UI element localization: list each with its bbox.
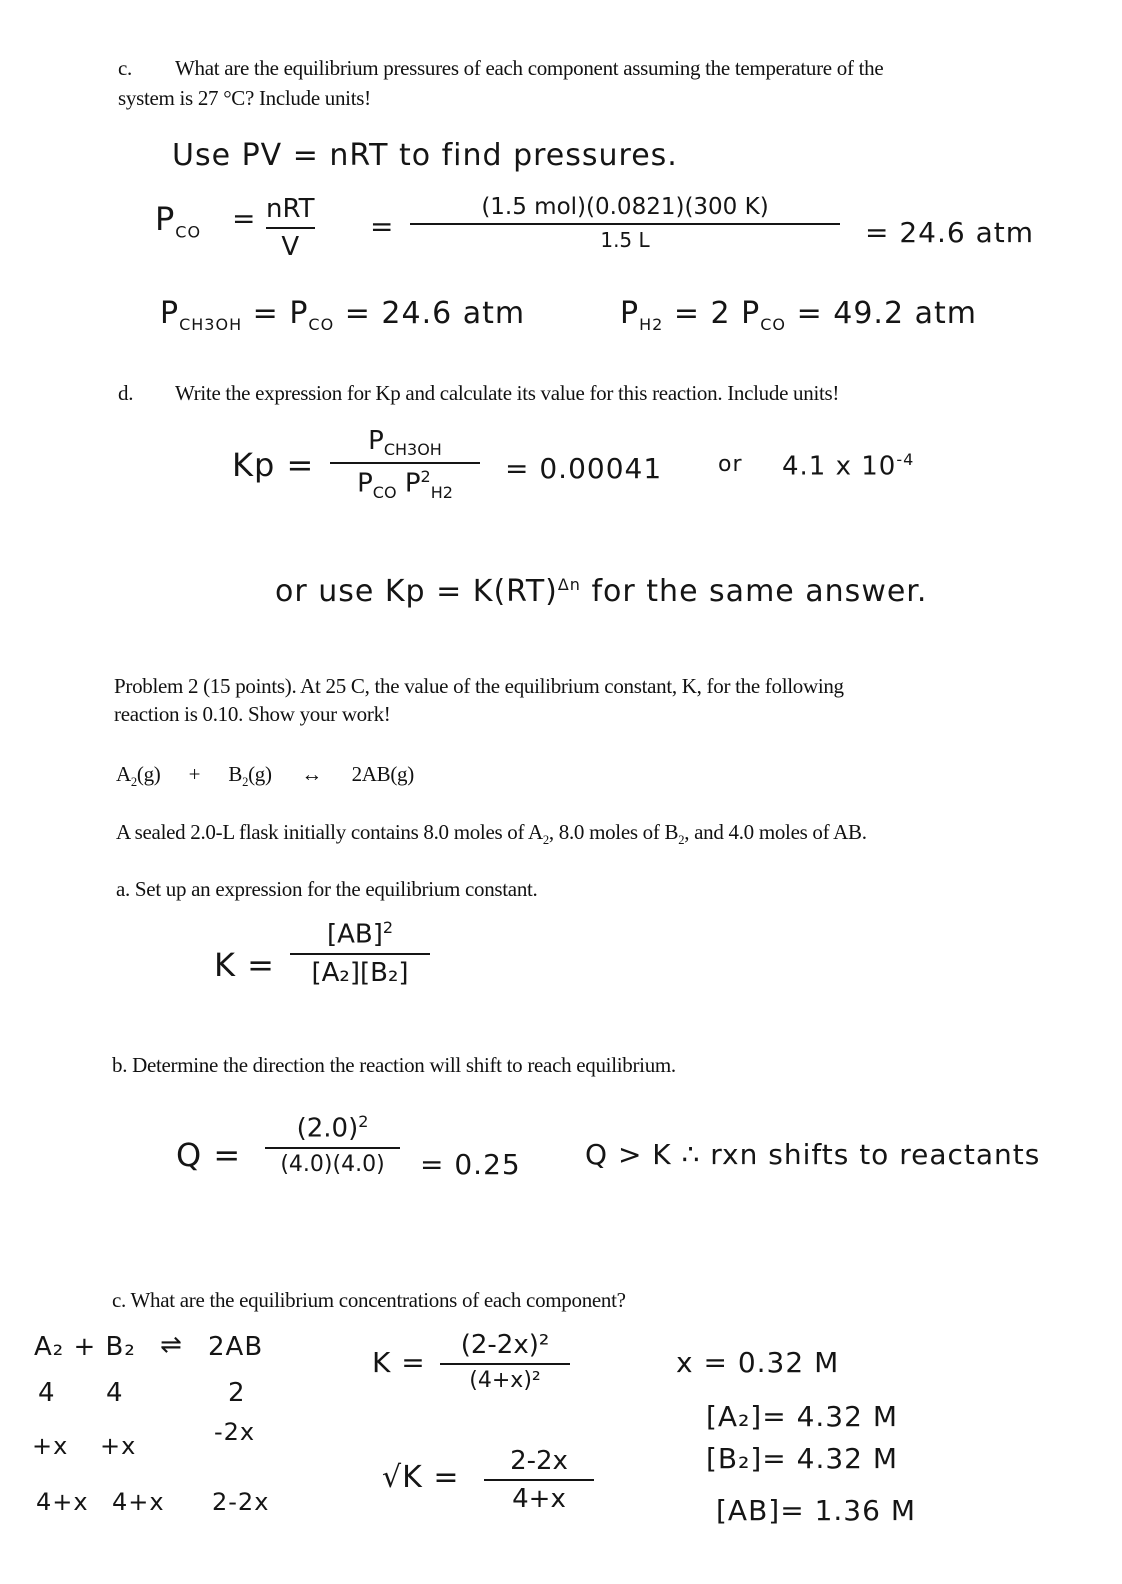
kp-den-sup: 2: [420, 467, 431, 487]
ice-header-reactants: A₂ + B₂: [34, 1332, 136, 1362]
ice-equilibrium-ab: 2-2x: [212, 1488, 270, 1516]
k-num-sup: 2: [382, 918, 394, 937]
ice-initial-ab: 2: [228, 1378, 246, 1408]
pco-sub: CO: [175, 222, 202, 242]
ph2-line: $P_{H2} = 2$ $P_{CO} = 49.2$ atm: [620, 296, 977, 334]
pco-result: = 24.6 atm: [865, 216, 1035, 249]
section-c-label: c.: [118, 56, 132, 80]
ice-header-product: 2AB: [208, 1332, 264, 1362]
q-denominator: (4.0)(4.0): [280, 1151, 385, 1177]
pco-sub-3: CO: [760, 315, 787, 334]
flask-text-pre: A sealed 2.0-L flask initially contains 8.0 moles of A: [116, 820, 543, 844]
sqrt-k-denominator: 4+x: [512, 1484, 566, 1514]
kp-den-p1: P: [357, 468, 373, 499]
reactant-b-sub: 2: [242, 775, 249, 790]
ice-initial-b2: 4: [106, 1378, 124, 1408]
k-num-ab: [AB]: [326, 919, 383, 950]
reactant-a: A: [116, 762, 131, 786]
pco-label: [155, 200, 201, 241]
pco-calc-denominator: 1.5 L: [600, 228, 650, 252]
fraction-bar: [410, 223, 840, 225]
q-value: = 0.25: [420, 1148, 521, 1181]
kp-numerator: [368, 426, 442, 459]
kp-fraction: [330, 426, 480, 502]
pco-sub-2: CO: [308, 315, 335, 334]
k-expression-numerator: [327, 918, 393, 950]
kp-sci-exp: -4: [896, 450, 915, 469]
concentration-a2-value: = 4.32 M: [762, 1400, 898, 1433]
kp-den-sub1: CO: [372, 483, 397, 503]
fraction-bar: [484, 1479, 594, 1481]
pch3oh-sub: CH3OH: [179, 315, 243, 334]
pco-equals: =: [232, 202, 257, 235]
k-x-lhs: K =: [372, 1346, 426, 1379]
fraction-bar: [330, 462, 480, 464]
fraction-bar: [266, 227, 315, 229]
flask-text-post: , and 4.0 moles of AB.: [684, 820, 867, 844]
pch3oh-value: = 24.6 atm: [344, 296, 526, 331]
pch3oh-line: $P_{CH3OH} = P_{CO} = 24.6$ atm: [160, 296, 526, 334]
k-x-denominator: (4+x)²: [469, 1368, 541, 1393]
concentration-b2-species: [B₂]: [706, 1442, 763, 1475]
reactant-a-state: (g): [136, 762, 161, 786]
reaction-equation: [116, 762, 414, 790]
fraction-bar: [290, 953, 430, 955]
fraction-bar: [440, 1363, 570, 1365]
ph2-eq-2pco: = 2 P: [673, 296, 761, 331]
reactant-b-state: (g): [248, 762, 272, 786]
k-expression-denominator: [A₂][B₂]: [311, 957, 409, 988]
kp-value: = 0.00041: [505, 452, 663, 485]
q-fraction: [265, 1112, 400, 1177]
kp-alt-line: or use Kp = K(RT): [275, 574, 558, 609]
sqrt-k-lhs: √K =: [382, 1460, 460, 1495]
ice-initial-a2: 4: [38, 1378, 56, 1408]
pco-p: P: [155, 200, 176, 238]
kp-scientific: [782, 450, 914, 482]
ph2-result: = 49.2 atm: [796, 296, 977, 331]
reaction-plus: +: [188, 762, 201, 786]
concentration-ab-value: = 1.36 M: [780, 1494, 916, 1527]
pco-calc-numerator: (1.5 mol)(0.0821)(300 K): [481, 194, 769, 220]
kp-alt-tail: for the same answer.: [591, 574, 928, 609]
ice-change-ab: -2x: [214, 1418, 256, 1446]
section-c-question-line2: system is 27 °C? Include units!: [118, 86, 371, 110]
concentration-b2-value: = 4.32 M: [762, 1442, 899, 1475]
pch3oh-eq-pco: = P: [252, 296, 309, 331]
k-x-numerator: (2-2x)²: [460, 1330, 550, 1360]
kp-alt-formula: [275, 574, 927, 609]
kp-alt-exp: Δn: [557, 575, 581, 594]
nrt-over-v-fraction: [266, 194, 315, 262]
k-expression-fraction: [290, 918, 430, 988]
concentration-b2: [706, 1442, 898, 1475]
kp-sci-base: 4.1 x 10: [782, 451, 897, 482]
sqrt-k-numerator: 2-2x: [510, 1446, 568, 1476]
section-d-label: d.: [118, 381, 134, 405]
calc-equals: =: [370, 210, 395, 243]
reactant-a-sub: 2: [130, 775, 137, 790]
x-value: x = 0.32 M: [676, 1346, 840, 1379]
pv-nrt-intro: Use PV = nRT to find pressures.: [172, 138, 678, 173]
q-lhs: Q =: [176, 1136, 242, 1174]
concentration-a2-species: [A₂]: [706, 1400, 763, 1433]
concentration-a2: [706, 1400, 898, 1433]
kp-or: or: [718, 452, 743, 477]
ice-header-arrow: ⇌: [160, 1330, 183, 1360]
q-conclusion: Q > K ∴ rxn shifts to reactants: [585, 1138, 1041, 1171]
pco-calc-fraction: [410, 194, 840, 252]
ice-equilibrium-b2: 4+x: [112, 1488, 165, 1516]
k-x-fraction: [440, 1330, 570, 1393]
part-a-question: a. Set up an expression for the equilibrium constant.: [116, 877, 538, 901]
ph2-sub: H2: [639, 315, 664, 334]
fraction-bar: [265, 1147, 400, 1149]
section-c-question-line1: What are the equilibrium pressures of each component assuming the temperature of the: [175, 56, 884, 80]
kp-den-sub2: H2: [430, 483, 453, 503]
part-b-question: b. Determine the direction the reaction will shift to reach equilibrium.: [112, 1053, 676, 1077]
problem2-heading-line1: Problem 2 (15 points). At 25 C, the value of the equilibrium constant, K, for the following: [114, 674, 844, 698]
kp-num-p: P: [368, 426, 384, 456]
kp-num-sub: CH3OH: [383, 440, 442, 460]
part-c-question: c. What are the equilibrium concentrations of each component?: [112, 1288, 626, 1312]
kp-denominator: [357, 467, 453, 502]
kp-den-p2: P: [404, 468, 421, 499]
ice-change-b2: +x: [100, 1432, 137, 1460]
ice-change-a2: +x: [32, 1432, 69, 1460]
k-expression-lhs: K =: [214, 946, 275, 984]
section-d-question: Write the expression for Kp and calculate its value for this reaction. Include units!: [175, 381, 840, 405]
concentration-ab-species: [AB]: [716, 1494, 781, 1527]
nrt-denominator: V: [281, 232, 300, 262]
q-num-sup: 2: [358, 1112, 369, 1131]
flask-text-mid: , 8.0 moles of B: [548, 820, 679, 844]
nrt-numerator: nRT: [266, 194, 315, 224]
q-numerator: [297, 1112, 369, 1144]
problem2-heading-line2: reaction is 0.10. Show your work!: [114, 702, 391, 726]
q-num-base: (2.0): [296, 1113, 359, 1144]
product-ab: 2AB(g): [351, 762, 414, 786]
kp-lhs: Kp =: [232, 446, 315, 484]
flask-description: A sealed 2.0-L flask initially contains 8.0 moles of $A_2$, 8.0 moles of $B_2$, and 4.0 moles of AB.: [116, 820, 867, 848]
concentration-ab: [716, 1494, 916, 1527]
sqrt-k-fraction: [484, 1446, 594, 1514]
reactant-b: B: [228, 762, 243, 786]
ice-equilibrium-a2: 4+x: [36, 1488, 89, 1516]
equilibrium-arrow: ↔: [301, 762, 322, 786]
